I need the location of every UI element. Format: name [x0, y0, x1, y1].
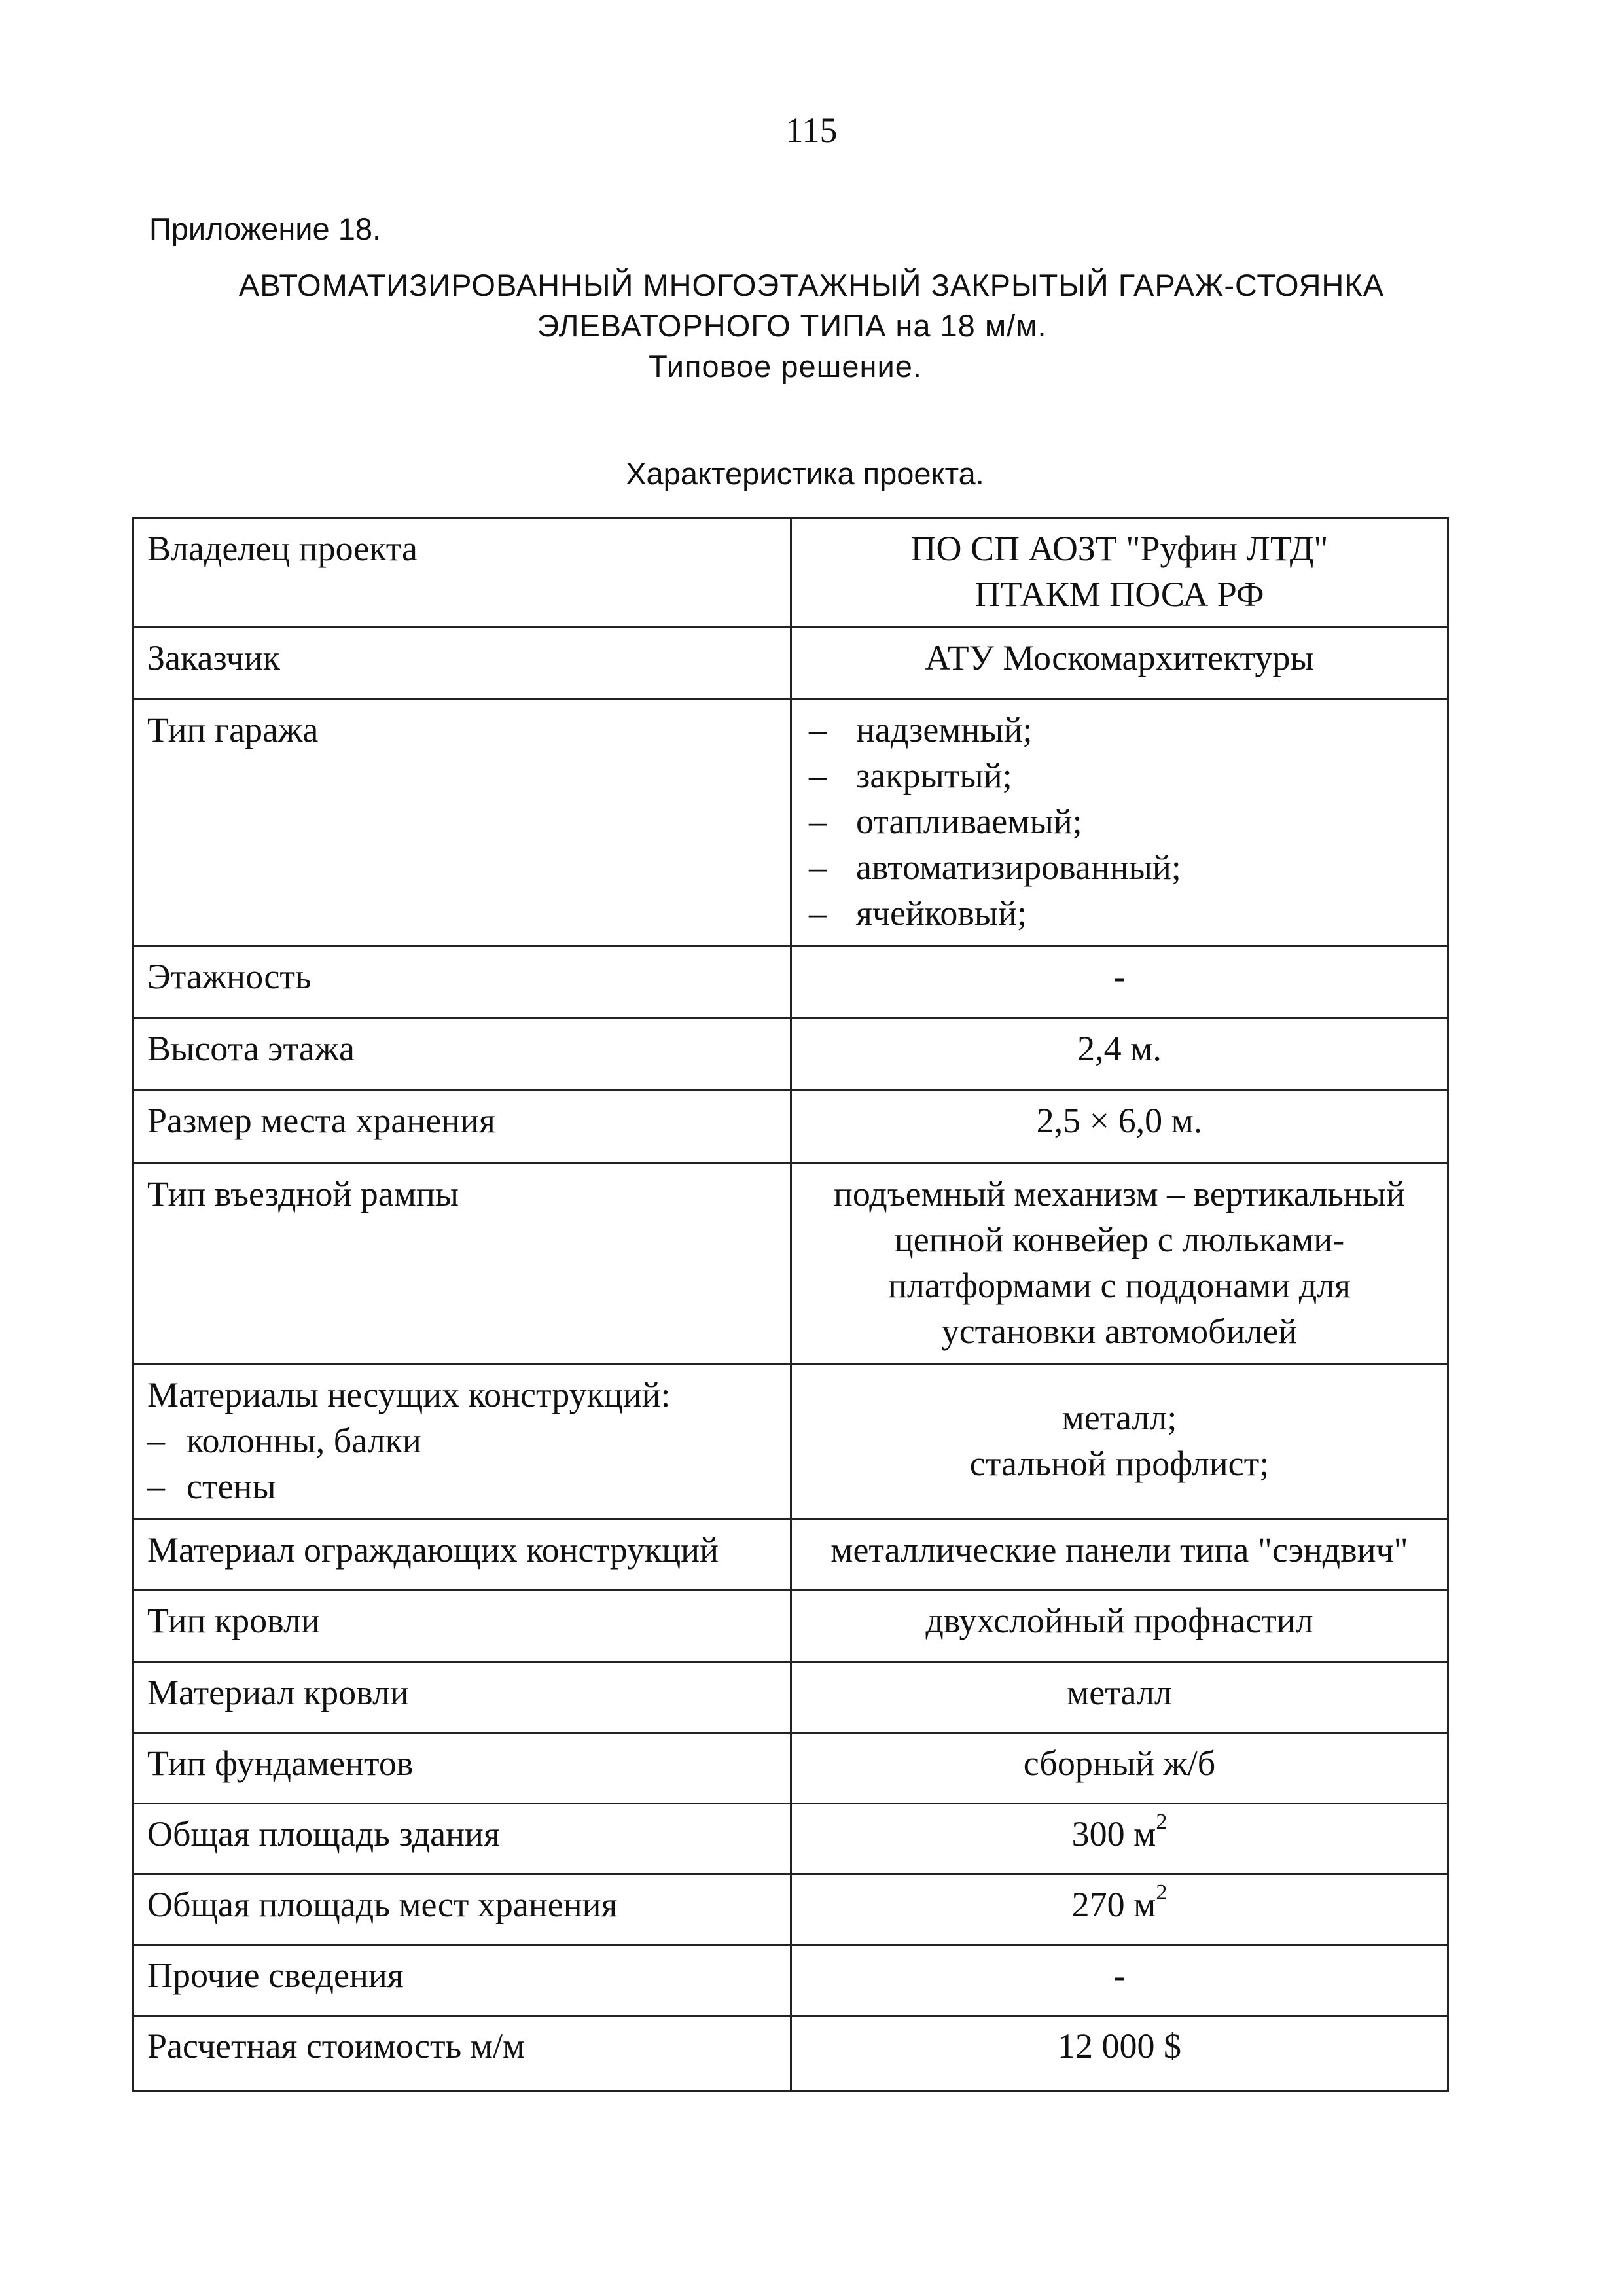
row-value: 12 000 $ [791, 2016, 1448, 2092]
table-row [134, 2016, 1448, 2092]
bearing-value-1: металл; [1061, 1398, 1177, 1437]
row-value [791, 1164, 1448, 1365]
document-title-line-1: АВТОМАТИЗИРОВАННЫЙ МНОГОЭТАЖНЫЙ ЗАКРЫТЫЙ ГАРАЖ-СТОЯНКА [238, 268, 1385, 302]
owner-value-line-2: ПТАКМ ПОСА РФ [974, 575, 1264, 614]
row-value: металл [791, 1662, 1448, 1733]
ramp-value-line: подъемный механизм – вертикальный [833, 1174, 1406, 1213]
bearing-sub-item: – стены [147, 1467, 276, 1506]
row-label: Тип въездной рампы [134, 1164, 791, 1365]
row-label: Материал ограждающих конструкций [134, 1520, 791, 1590]
row-value: 2,5 × 6,0 м. [791, 1090, 1448, 1164]
list-item: – ячейковый; [809, 893, 1027, 933]
ramp-value-line: установки автомобилей [941, 1312, 1298, 1351]
bearing-materials-label: Материалы несущих конструкций: [147, 1375, 671, 1414]
ramp-value-line: цепной конвейер с люльками- [894, 1220, 1345, 1259]
row-label: Тип фундаментов [134, 1733, 791, 1804]
bearing-value-2: стальной профлист; [969, 1444, 1270, 1483]
total-area-value: 300 м [1071, 1814, 1156, 1854]
page-number: 115 [785, 111, 838, 150]
table-row [134, 1090, 1448, 1164]
row-label: Тип кровли [134, 1590, 791, 1662]
row-label: Размер места хранения [134, 1090, 791, 1164]
ramp-value-line: платформами с поддонами для [888, 1266, 1351, 1305]
table-row [134, 1164, 1448, 1365]
row-label: Заказчик [134, 628, 791, 700]
row-value [791, 1365, 1448, 1520]
row-label: Этажность [134, 946, 791, 1018]
document-title-line-2: ЭЛЕВАТОРНОГО ТИПА на 18 м/м. [537, 308, 1047, 343]
list-item: – автоматизированный; [809, 848, 1181, 887]
row-label: Прочие сведения [134, 1945, 791, 2016]
table-row [134, 946, 1448, 1018]
list-item: – отапливаемый; [809, 802, 1082, 841]
row-label: Общая площадь мест хранения [134, 1874, 791, 1945]
table-row [134, 518, 1448, 628]
row-value [791, 700, 1448, 946]
project-characteristics-table [132, 517, 1449, 2092]
table-row [134, 1018, 1448, 1090]
row-value: - [791, 1945, 1448, 2016]
table-row [134, 1874, 1448, 1945]
row-value [791, 1874, 1448, 1945]
table-row [134, 1804, 1448, 1874]
row-value: металлические панели типа "сэндвич" [791, 1520, 1448, 1590]
row-value: 2,4 м. [791, 1018, 1448, 1090]
row-label: Высота этажа [134, 1018, 791, 1090]
row-label [134, 1365, 791, 1520]
row-value [791, 1804, 1448, 1874]
row-label: Материал кровли [134, 1662, 791, 1733]
table-row [134, 628, 1448, 700]
row-value: АТУ Москомархитектуры [791, 628, 1448, 700]
row-label: Тип гаража [134, 700, 791, 946]
table-row [134, 700, 1448, 946]
row-value: - [791, 946, 1448, 1018]
table-row [134, 1945, 1448, 2016]
row-label: Владелец проекта [134, 518, 791, 628]
table-row [134, 1733, 1448, 1804]
table-row [134, 1520, 1448, 1590]
garage-type-list [805, 707, 1434, 936]
row-value: сборный ж/б [791, 1733, 1448, 1804]
table-caption: Характеристика проекта. [626, 456, 984, 491]
bearing-sub-item: – колонны, балки [147, 1421, 421, 1460]
superscript: 2 [1156, 1880, 1168, 1905]
table-row [134, 1662, 1448, 1733]
row-label: Расчетная стоимость м/м [134, 2016, 791, 2092]
appendix-label: Приложение 18. [149, 211, 382, 246]
table-row [134, 1365, 1448, 1520]
storage-area-value: 270 м [1071, 1885, 1156, 1924]
table-row [134, 1590, 1448, 1662]
row-value [791, 518, 1448, 628]
list-item: – закрытый; [809, 756, 1012, 795]
document-title-line-3: Типовое решение. [649, 349, 922, 384]
owner-value-line-1: ПО СП АОЗТ "Руфин ЛТД" [910, 529, 1329, 568]
list-item: – надземный; [809, 710, 1033, 749]
row-value: двухслойный профнастил [791, 1590, 1448, 1662]
row-label: Общая площадь здания [134, 1804, 791, 1874]
superscript: 2 [1156, 1810, 1168, 1834]
